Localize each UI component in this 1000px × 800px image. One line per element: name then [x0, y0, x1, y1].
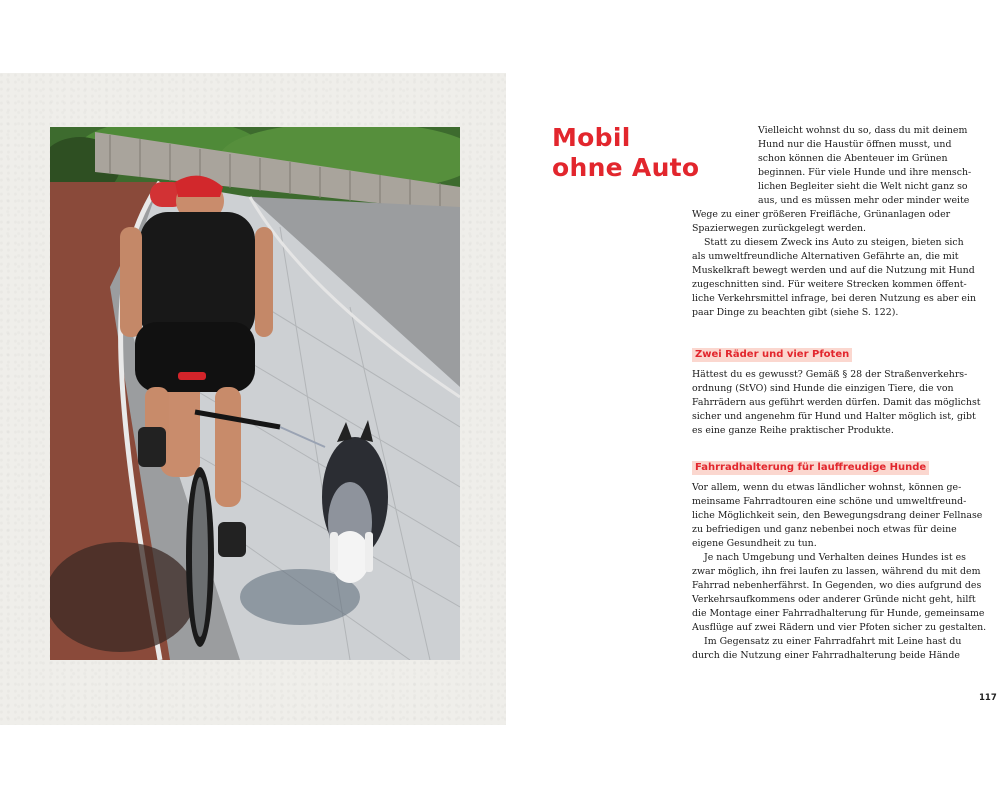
body-line: Fahrrad nebenherfährst. In Gegenden, wo dies aufgrund des — [692, 580, 982, 591]
heading-line: ohne Auto — [552, 153, 700, 182]
body-line: Hund nur die Haustür öffnen musst, und — [758, 139, 952, 150]
body-line: zugeschnitten sind. Für weitere Strecken kommen öffent- — [692, 279, 967, 290]
body-line: meinsame Fahrradtouren eine schöne und umweltfreund- — [692, 496, 967, 507]
body-line: Vielleicht wohnst du so, dass du mit deinem — [758, 125, 968, 136]
body-line: zwar möglich, ihn frei laufen zu lassen, während du mit dem — [692, 566, 981, 577]
body-line: beginnen. Für viele Hunde und ihre mensch- — [758, 167, 972, 178]
body-line: paar Dinge zu beachten gibt (siehe S. 122). — [692, 307, 899, 318]
body-line: als umweltfreundliche Alternativen Gefährte an, die mit — [692, 251, 959, 262]
body-line: schon können die Abenteuer im Grünen — [758, 153, 948, 164]
body-line: Ausflüge auf zwei Rädern und vier Pfoten sicher zu gestalten. — [692, 622, 987, 633]
heading-line: Mobil — [552, 123, 631, 152]
body-line: Vor allem, wenn du etwas ländlicher wohnst, können ge- — [692, 482, 962, 493]
body-line: Verkehrsaufkommens oder anderer Gründe nicht geht, hilft — [692, 594, 976, 605]
body-line: liche Möglichkeit sein, den Bewegungsdrang deiner Fellnase — [692, 510, 983, 521]
body-line: Muskelkraft bewegt werden und auf die Nutzung mit Hund — [692, 265, 975, 276]
section-heading: Zwei Räder und vier Pfoten — [692, 348, 852, 362]
body-line: es eine ganze Reihe praktischer Produkte. — [692, 425, 894, 436]
body-line: zu befriedigen und ganz nebenbei noch etwas für deine — [692, 524, 957, 535]
body-line: liche Verkehrsmittel infrage, bei deren Nutzung es aber ein — [692, 293, 976, 304]
cyclist-with-dog-photo — [50, 127, 460, 660]
body-line: Hättest du es gewusst? Gemäß § 28 der Straßenverkehrs- — [692, 369, 968, 380]
body-line: ordnung (StVO) sind Hunde die einzigen Tiere, die von — [692, 383, 954, 394]
body-line: Im Gegensatz zu einer Fahrradfahrt mit Leine hast du — [704, 636, 962, 647]
body-line: Je nach Umgebung und Verhalten deines Hundes ist es — [704, 552, 966, 563]
body-line: Fahrrädern aus geführt werden dürfen. Damit das möglichst — [692, 397, 981, 408]
body-line: aus, und es müssen mehr oder minder weite — [758, 195, 970, 206]
body-line: durch die Nutzung einer Fahrradhalterung beide Hände — [692, 650, 960, 661]
section-heading: Fahrradhalterung für lauffreudige Hunde — [692, 461, 929, 475]
body-line: lichen Begleiter sieht die Welt nicht ganz so — [758, 181, 968, 192]
page-number: 117 — [979, 693, 997, 703]
body-line: sicher und angenehm für Hund und Halter möglich ist, gibt — [692, 411, 976, 422]
body-line: die Montage einer Fahrradhalterung für Hunde, gemeinsame — [692, 608, 985, 619]
chapter-heading — [552, 123, 699, 183]
body-line: Statt zu diesem Zweck ins Auto zu steigen, bieten sich — [704, 237, 964, 248]
body-line: Spazierwegen zurückgelegt werden. — [692, 223, 867, 234]
body-line: eigene Gesundheit zu tun. — [692, 538, 817, 549]
body-line: Wege zu einer größeren Freifläche, Grünanlagen oder — [692, 209, 951, 220]
